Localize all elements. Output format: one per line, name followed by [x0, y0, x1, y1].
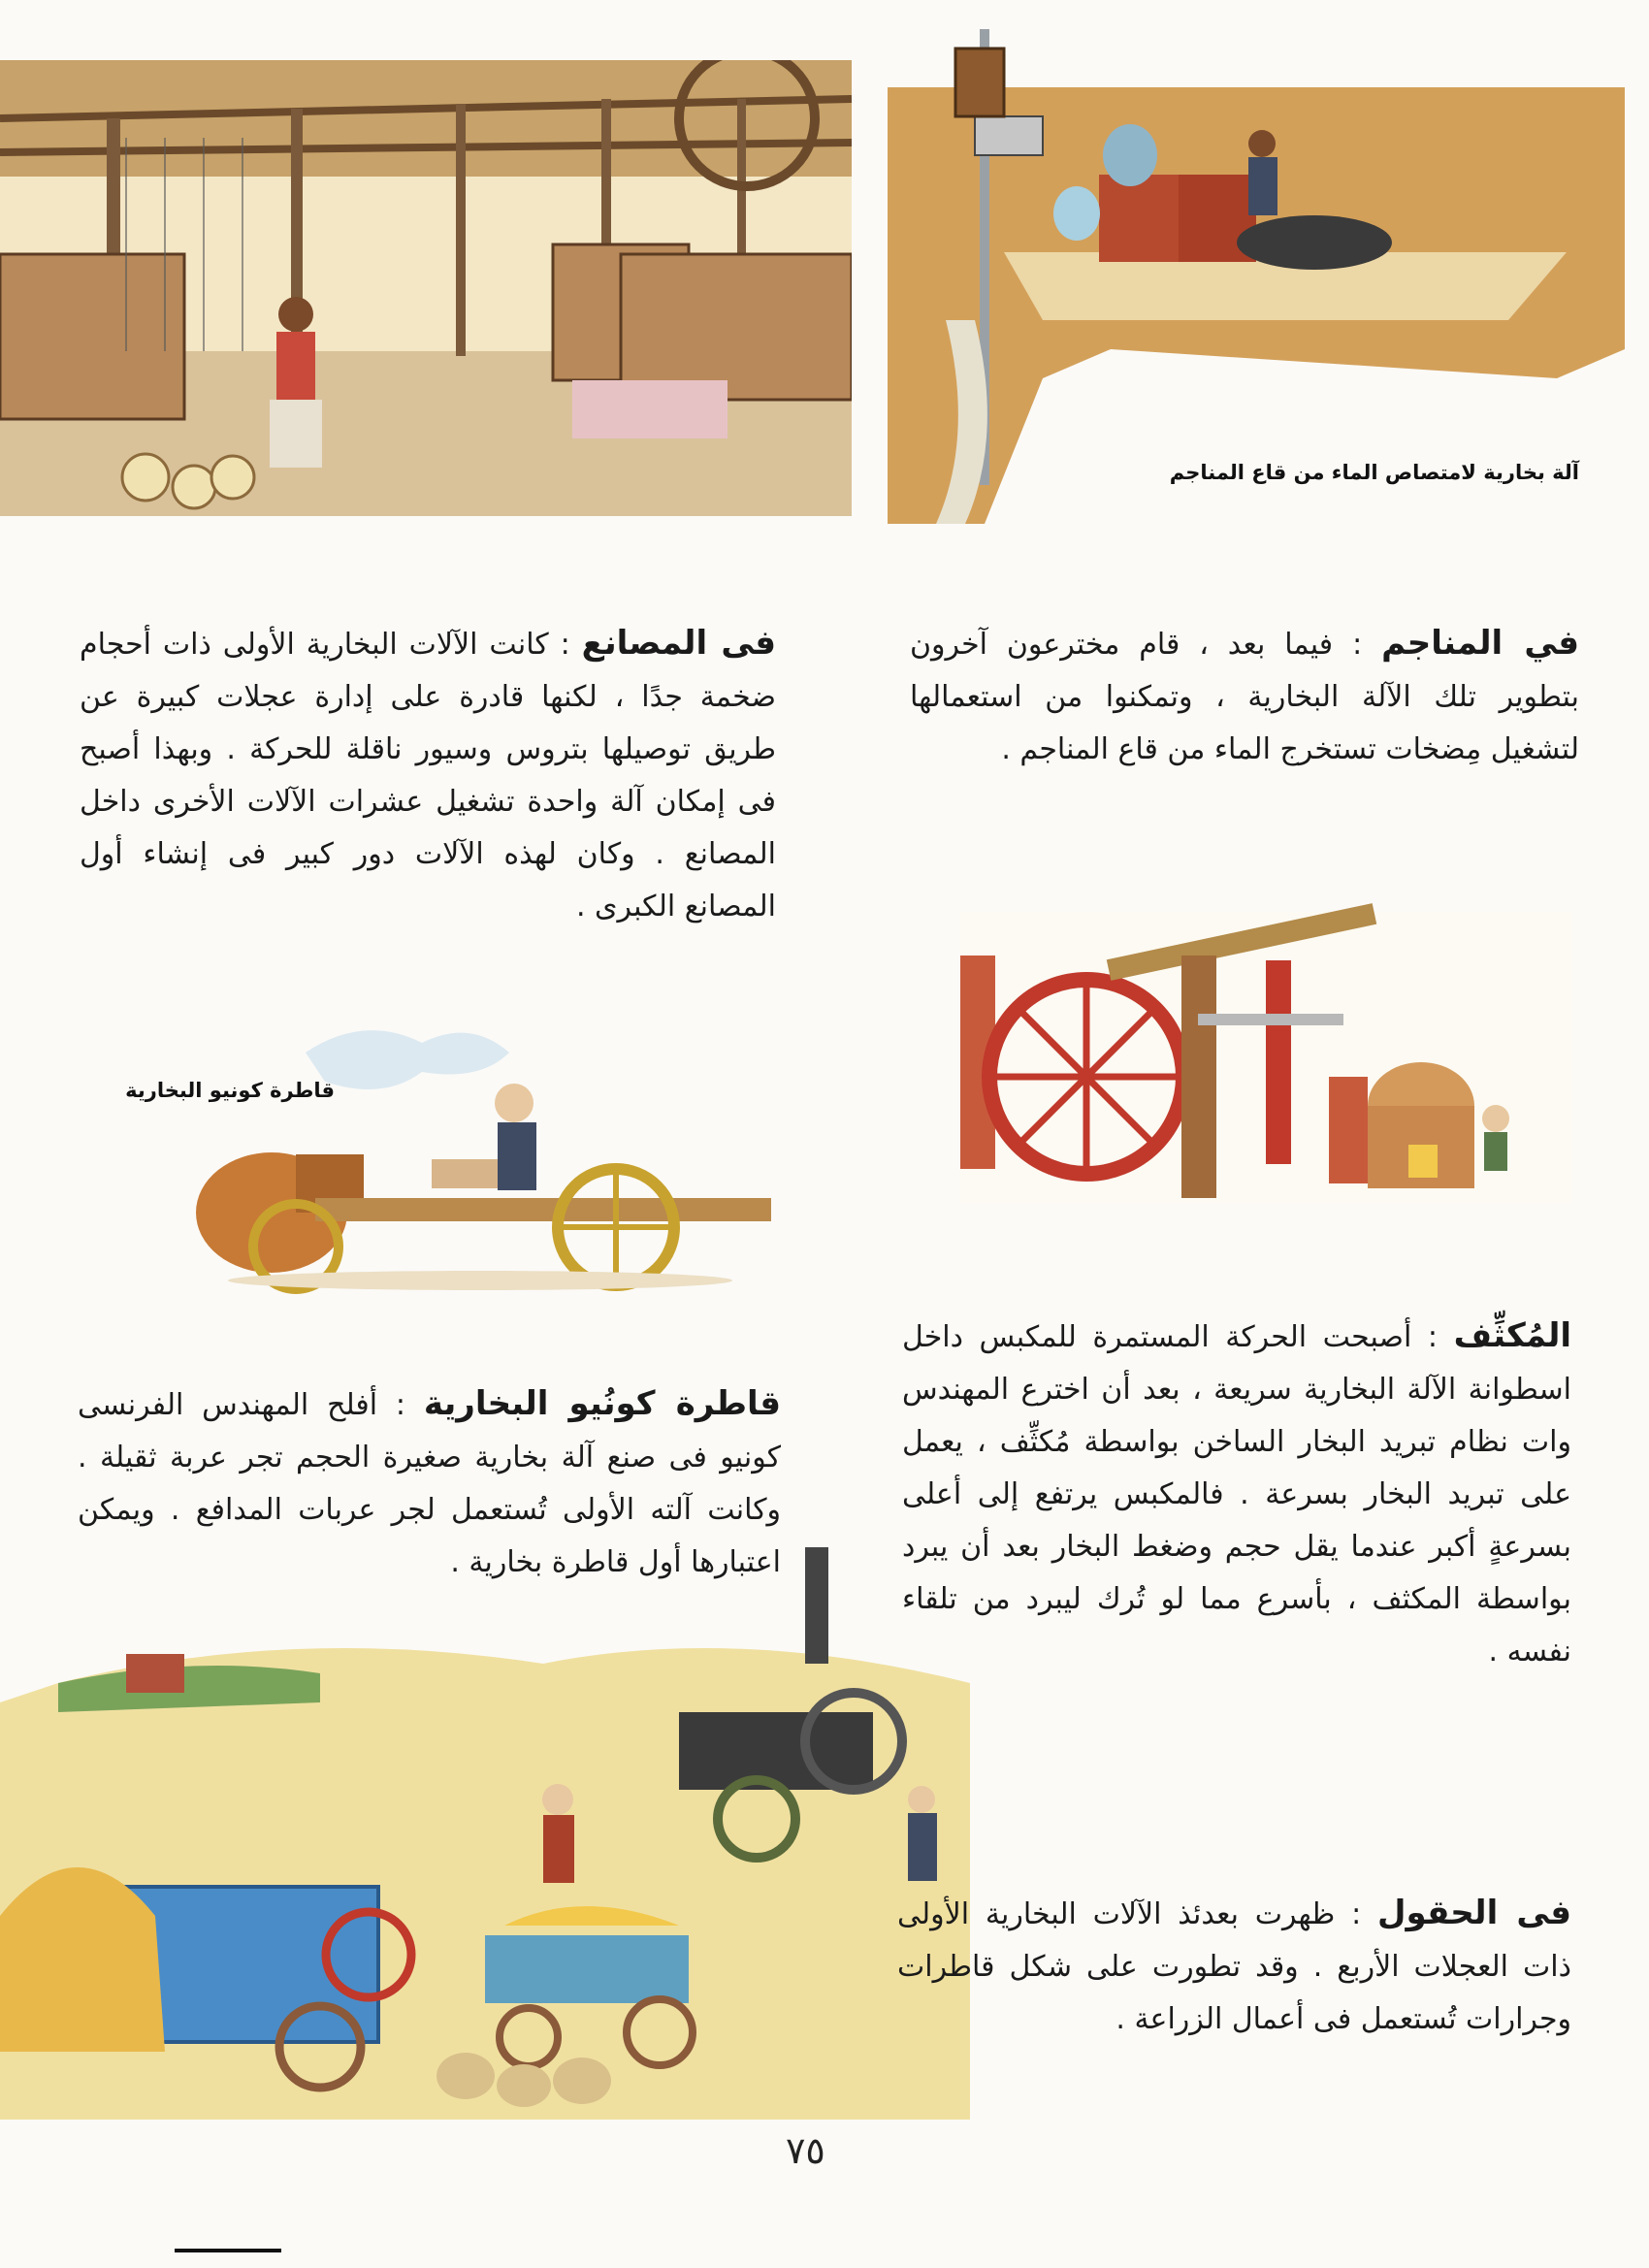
page-number: ٧٥ [786, 2129, 825, 2172]
factories-heading: فى المصانع [581, 624, 776, 663]
cugnot-heading: قاطرة كونُيو البخارية [423, 1384, 782, 1423]
mines-paragraph: في المناجم : فيما بعد ، قام مخترعون آخرون بتطوير تلك الآلة البخارية ، وتمكنوا من استعمالها لتشغيل مِضخات تستخرج الماء من قاع المناجم . [910, 624, 1579, 766]
cugnot-body: أفلح المهندس الفرنسى كونيو فى صنع آلة بخارية صغيرة الحجم تجر عربة ثقيلة . وكانت آلته الأولى تُستعمل لجر عربات المدافع . ويمكن اعتبارها أول قاطرة بخارية . [78, 1388, 781, 1579]
condenser-illustration [960, 868, 1571, 1208]
condenser-body: أصبحت الحركة المستمرة للمكبس داخل اسطوانة الآلة البخارية سريعة ، بعد أن اخترع المهندس وات نظام تبريد البخار الساخن بواسطة مُكثِّف ، يعمل على تبريد البخار بسرعة . فالمكبس يرتفع إلى أعلى بسرعةٍ أكبر عندما يقل حجم وضغط البخار بعد أن يبرد بواسطة المكثف ، بأسرع مما لو تُرك ليبرد من تلقاء نفسه . [902, 1320, 1571, 1669]
fields-paragraph: فى الحقول : ظهرت بعدئذ الآلات البخارية الأولى ذات العجلات الأربع . وقد تطورت على شكل قاطرات وجرارات تُستعمل فى أعمال الزراعة . [897, 1894, 1572, 2036]
mines-body: فيما بعد ، قام مخترعون آخرون بتطوير تلك الآلة البخارية ، وتمكنوا من استعمالها لتشغيل مِضخات تستخرج الماء من قاع المناجم . [910, 628, 1579, 766]
mine-pump-illustration [888, 29, 1625, 524]
cugnot-caption: قاطرة كونيو البخارية [125, 1079, 335, 1102]
fields-illustration [0, 1508, 980, 2120]
mine-pump-caption: آلة بخارية لامتصاص الماء من قاع المناجم [1169, 461, 1579, 484]
cugnot-illustration [189, 1014, 791, 1295]
condenser-paragraph: المُكثِّف : أصبحت الحركة المستمرة للمكبس داخل اسطوانة الآلة البخارية سريعة ، بعد أن اخترع المهندس وات نظام تبريد البخار الساخن بواسطة مُكثِّف ، يعمل على تبريد البخار بسرعة . فالمكبس يرتفع إلى أعلى بسرعةٍ أكبر عندما يقل حجم وضغط البخار بعد أن يبرد بواسطة المكثف ، بأسرع مما لو تُرك ليبرد من تلقاء نفسه . [902, 1316, 1571, 1669]
page-edge-line [175, 2249, 281, 2252]
factory-illustration [0, 60, 852, 516]
factories-paragraph: فى المصانع : كانت الآلات البخارية الأولى ذات أحجام ضخمة جدًا ، لكنها قادرة على إدارة عجلات كبيرة عن طريق توصيلها بتروس وسيور ناقلة للحركة . وبهذا أصبح فى إمكان آلة واحدة تشغيل عشرات الآلات الأخرى داخل المصانع . وكان لهذه الآلات دور كبير فى إنشاء أول المصانع الكبرى . [80, 624, 776, 923]
mines-heading: في المناجم [1381, 624, 1579, 663]
fields-body: ظهرت بعدئذ الآلات البخارية الأولى ذات العجلات الأربع . وقد تطورت على شكل قاطرات وجرارات تُستعمل فى أعمال الزراعة . [897, 1897, 1571, 2036]
cugnot-paragraph: قاطرة كونُيو البخارية : أفلح المهندس الفرنسى كونيو فى صنع آلة بخارية صغيرة الحجم تجر عربة ثقيلة . وكانت آلته الأولى تُستعمل لجر عربات المدافع . ويمكن اعتبارها أول قاطرة بخارية . [78, 1384, 782, 1579]
condenser-heading: المُكثِّف [1453, 1316, 1571, 1355]
fields-heading: فى الحقول [1377, 1894, 1572, 1932]
factories-body: كانت الآلات البخارية الأولى ذات أحجام ضخمة جدًا ، لكنها قادرة على إدارة عجلات كبيرة عن طريق توصيلها بتروس وسيور ناقلة للحركة . وبهذا أصبح فى إمكان آلة واحدة تشغيل عشرات الآلات الأخرى داخل المصانع . وكان لهذه الآلات دور كبير فى إنشاء أول المصانع الكبرى . [80, 628, 776, 923]
